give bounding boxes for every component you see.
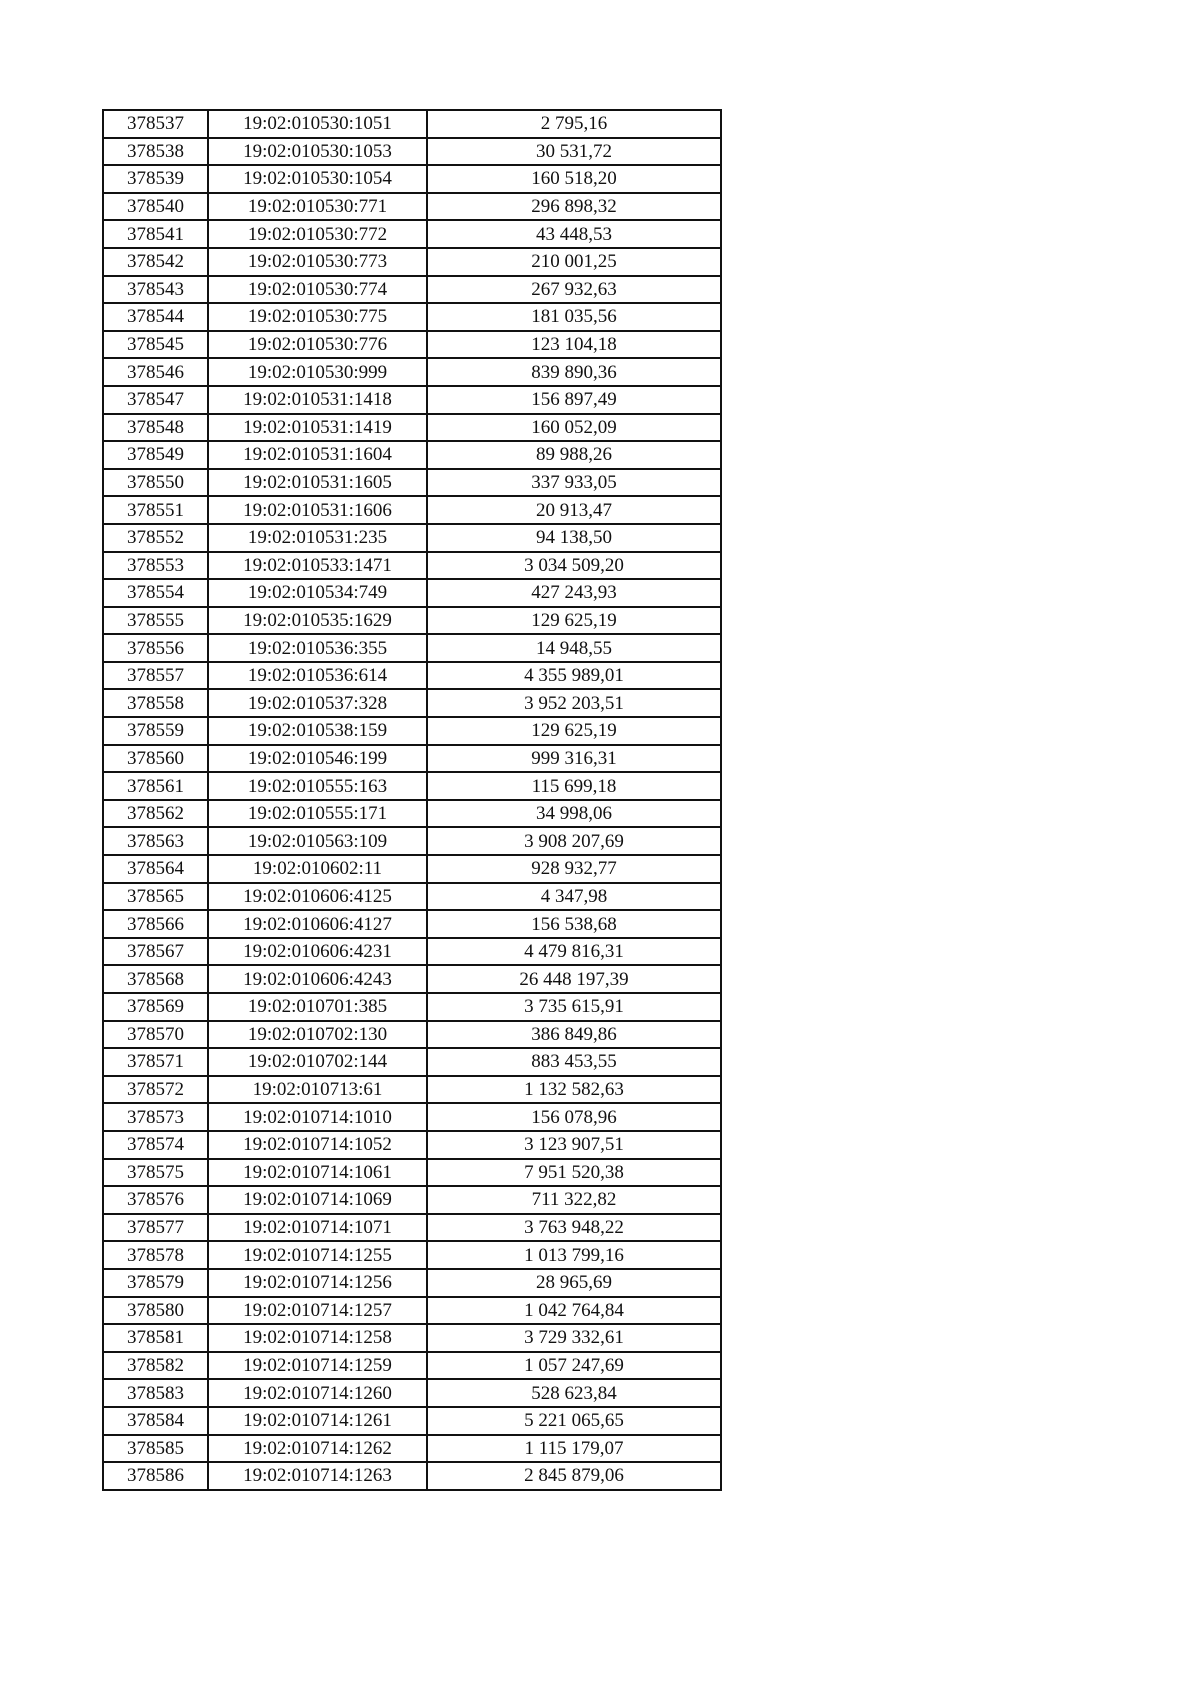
value-cell: 883 453,55 — [427, 1048, 721, 1076]
cadastral-value-table — [102, 109, 722, 1491]
value-cell: 123 104,18 — [427, 331, 721, 359]
value-cell: 1 132 582,63 — [427, 1076, 721, 1104]
value-cell: 115 699,18 — [427, 772, 721, 800]
table-row — [103, 745, 721, 773]
cadastral-number-cell: 19:02:010530:776 — [208, 331, 427, 359]
cadastral-number-cell: 19:02:010531:1419 — [208, 414, 427, 442]
value-cell: 4 479 816,31 — [427, 938, 721, 966]
cadastral-number-cell: 19:02:010606:4125 — [208, 883, 427, 911]
table-row — [103, 358, 721, 386]
cadastral-number-cell: 19:02:010531:235 — [208, 524, 427, 552]
table-row — [103, 800, 721, 828]
row-number-cell: 378550 — [103, 469, 208, 497]
value-cell: 1 013 799,16 — [427, 1241, 721, 1269]
row-number-cell: 378579 — [103, 1269, 208, 1297]
value-cell: 14 948,55 — [427, 634, 721, 662]
row-number-cell: 378542 — [103, 248, 208, 276]
table-row — [103, 634, 721, 662]
row-number-cell: 378583 — [103, 1379, 208, 1407]
row-number-cell: 378555 — [103, 607, 208, 635]
table-row — [103, 1186, 721, 1214]
table-row — [103, 855, 721, 883]
cadastral-number-cell: 19:02:010555:163 — [208, 772, 427, 800]
value-cell: 337 933,05 — [427, 469, 721, 497]
row-number-cell: 378574 — [103, 1131, 208, 1159]
row-number-cell: 378580 — [103, 1297, 208, 1325]
table-row — [103, 1103, 721, 1131]
value-cell: 1 115 179,07 — [427, 1435, 721, 1463]
table-row — [103, 717, 721, 745]
row-number-cell: 378562 — [103, 800, 208, 828]
table-row — [103, 1462, 721, 1490]
value-cell: 28 965,69 — [427, 1269, 721, 1297]
table-row — [103, 1352, 721, 1380]
value-cell: 34 998,06 — [427, 800, 721, 828]
value-cell: 296 898,32 — [427, 193, 721, 221]
table-row — [103, 303, 721, 331]
table-row — [103, 910, 721, 938]
row-number-cell: 378568 — [103, 965, 208, 993]
cadastral-number-cell: 19:02:010535:1629 — [208, 607, 427, 635]
cadastral-number-cell: 19:02:010714:1261 — [208, 1407, 427, 1435]
row-number-cell: 378549 — [103, 441, 208, 469]
value-cell: 94 138,50 — [427, 524, 721, 552]
cadastral-number-cell: 19:02:010602:11 — [208, 855, 427, 883]
row-number-cell: 378544 — [103, 303, 208, 331]
value-cell: 4 355 989,01 — [427, 662, 721, 690]
value-cell: 386 849,86 — [427, 1021, 721, 1049]
cadastral-number-cell: 19:02:010606:4243 — [208, 965, 427, 993]
cadastral-number-cell: 19:02:010530:1053 — [208, 138, 427, 166]
table-row — [103, 469, 721, 497]
row-number-cell: 378564 — [103, 855, 208, 883]
row-number-cell: 378576 — [103, 1186, 208, 1214]
value-cell: 3 729 332,61 — [427, 1324, 721, 1352]
value-cell: 999 316,31 — [427, 745, 721, 773]
cadastral-number-cell: 19:02:010531:1604 — [208, 441, 427, 469]
row-number-cell: 378571 — [103, 1048, 208, 1076]
row-number-cell: 378581 — [103, 1324, 208, 1352]
value-cell: 156 538,68 — [427, 910, 721, 938]
cadastral-number-cell: 19:02:010714:1010 — [208, 1103, 427, 1131]
row-number-cell: 378578 — [103, 1241, 208, 1269]
cadastral-number-cell: 19:02:010530:999 — [208, 358, 427, 386]
value-cell: 129 625,19 — [427, 607, 721, 635]
cadastral-number-cell: 19:02:010546:199 — [208, 745, 427, 773]
cadastral-number-cell: 19:02:010533:1471 — [208, 552, 427, 580]
cadastral-number-cell: 19:02:010530:775 — [208, 303, 427, 331]
value-cell: 156 897,49 — [427, 386, 721, 414]
table-row — [103, 1214, 721, 1242]
row-number-cell: 378557 — [103, 662, 208, 690]
table-row — [103, 386, 721, 414]
table-row — [103, 965, 721, 993]
row-number-cell: 378573 — [103, 1103, 208, 1131]
row-number-cell: 378546 — [103, 358, 208, 386]
value-cell: 1 042 764,84 — [427, 1297, 721, 1325]
cadastral-number-cell: 19:02:010714:1257 — [208, 1297, 427, 1325]
row-number-cell: 378554 — [103, 579, 208, 607]
table-row — [103, 1297, 721, 1325]
value-cell: 928 932,77 — [427, 855, 721, 883]
table-row — [103, 1076, 721, 1104]
cadastral-number-cell: 19:02:010530:773 — [208, 248, 427, 276]
table-row — [103, 524, 721, 552]
cadastral-number-cell: 19:02:010555:171 — [208, 800, 427, 828]
value-cell: 129 625,19 — [427, 717, 721, 745]
table-row — [103, 827, 721, 855]
row-number-cell: 378567 — [103, 938, 208, 966]
table-row — [103, 248, 721, 276]
table-row — [103, 1435, 721, 1463]
value-cell: 427 243,93 — [427, 579, 721, 607]
table-row — [103, 1131, 721, 1159]
cadastral-number-cell: 19:02:010536:614 — [208, 662, 427, 690]
row-number-cell: 378545 — [103, 331, 208, 359]
row-number-cell: 378541 — [103, 220, 208, 248]
row-number-cell: 378572 — [103, 1076, 208, 1104]
row-number-cell: 378537 — [103, 110, 208, 138]
cadastral-number-cell: 19:02:010530:1051 — [208, 110, 427, 138]
row-number-cell: 378585 — [103, 1435, 208, 1463]
value-cell: 26 448 197,39 — [427, 965, 721, 993]
cadastral-number-cell: 19:02:010714:1052 — [208, 1131, 427, 1159]
value-cell: 160 518,20 — [427, 165, 721, 193]
value-cell: 3 034 509,20 — [427, 552, 721, 580]
cadastral-number-cell: 19:02:010714:1260 — [208, 1379, 427, 1407]
cadastral-number-cell: 19:02:010530:771 — [208, 193, 427, 221]
cadastral-number-cell: 19:02:010530:1054 — [208, 165, 427, 193]
value-cell: 2 795,16 — [427, 110, 721, 138]
value-cell: 156 078,96 — [427, 1103, 721, 1131]
row-number-cell: 378577 — [103, 1214, 208, 1242]
row-number-cell: 378570 — [103, 1021, 208, 1049]
table-row — [103, 1241, 721, 1269]
table-row — [103, 110, 721, 138]
value-cell: 7 951 520,38 — [427, 1159, 721, 1187]
table-row — [103, 1407, 721, 1435]
table-body — [103, 110, 721, 1490]
row-number-cell: 378584 — [103, 1407, 208, 1435]
table-row — [103, 1269, 721, 1297]
row-number-cell: 378558 — [103, 689, 208, 717]
table-row — [103, 1048, 721, 1076]
value-cell: 3 123 907,51 — [427, 1131, 721, 1159]
cadastral-number-cell: 19:02:010531:1606 — [208, 496, 427, 524]
row-number-cell: 378566 — [103, 910, 208, 938]
row-number-cell: 378559 — [103, 717, 208, 745]
cadastral-number-cell: 19:02:010714:1258 — [208, 1324, 427, 1352]
table-row — [103, 938, 721, 966]
value-cell: 528 623,84 — [427, 1379, 721, 1407]
table-row — [103, 607, 721, 635]
cadastral-number-cell: 19:02:010714:1256 — [208, 1269, 427, 1297]
table-row — [103, 276, 721, 304]
value-cell: 89 988,26 — [427, 441, 721, 469]
cadastral-number-cell: 19:02:010714:1071 — [208, 1214, 427, 1242]
table-row — [103, 331, 721, 359]
cadastral-number-cell: 19:02:010531:1605 — [208, 469, 427, 497]
value-cell: 160 052,09 — [427, 414, 721, 442]
table-row — [103, 441, 721, 469]
value-cell: 839 890,36 — [427, 358, 721, 386]
value-cell: 1 057 247,69 — [427, 1352, 721, 1380]
row-number-cell: 378569 — [103, 993, 208, 1021]
value-cell: 3 908 207,69 — [427, 827, 721, 855]
row-number-cell: 378575 — [103, 1159, 208, 1187]
cadastral-number-cell: 19:02:010530:772 — [208, 220, 427, 248]
table-row — [103, 165, 721, 193]
table-row — [103, 1379, 721, 1407]
cadastral-number-cell: 19:02:010702:130 — [208, 1021, 427, 1049]
row-number-cell: 378561 — [103, 772, 208, 800]
row-number-cell: 378548 — [103, 414, 208, 442]
row-number-cell: 378539 — [103, 165, 208, 193]
cadastral-number-cell: 19:02:010714:1061 — [208, 1159, 427, 1187]
table-row — [103, 1324, 721, 1352]
row-number-cell: 378547 — [103, 386, 208, 414]
table-row — [103, 138, 721, 166]
cadastral-number-cell: 19:02:010714:1259 — [208, 1352, 427, 1380]
row-number-cell: 378553 — [103, 552, 208, 580]
value-cell: 267 932,63 — [427, 276, 721, 304]
cadastral-number-cell: 19:02:010530:774 — [208, 276, 427, 304]
row-number-cell: 378586 — [103, 1462, 208, 1490]
row-number-cell: 378543 — [103, 276, 208, 304]
table-row — [103, 220, 721, 248]
row-number-cell: 378538 — [103, 138, 208, 166]
value-cell: 4 347,98 — [427, 883, 721, 911]
table-row — [103, 1021, 721, 1049]
cadastral-number-cell: 19:02:010714:1069 — [208, 1186, 427, 1214]
table-row — [103, 1159, 721, 1187]
cadastral-number-cell: 19:02:010714:1263 — [208, 1462, 427, 1490]
row-number-cell: 378563 — [103, 827, 208, 855]
value-cell: 3 952 203,51 — [427, 689, 721, 717]
table-row — [103, 689, 721, 717]
table-row — [103, 552, 721, 580]
value-cell: 711 322,82 — [427, 1186, 721, 1214]
value-cell: 43 448,53 — [427, 220, 721, 248]
cadastral-number-cell: 19:02:010538:159 — [208, 717, 427, 745]
value-cell: 20 913,47 — [427, 496, 721, 524]
cadastral-number-cell: 19:02:010713:61 — [208, 1076, 427, 1104]
row-number-cell: 378582 — [103, 1352, 208, 1380]
cadastral-number-cell: 19:02:010536:355 — [208, 634, 427, 662]
table-row — [103, 579, 721, 607]
cadastral-number-cell: 19:02:010701:385 — [208, 993, 427, 1021]
value-cell: 181 035,56 — [427, 303, 721, 331]
value-cell: 30 531,72 — [427, 138, 721, 166]
table-row — [103, 772, 721, 800]
cadastral-number-cell: 19:02:010714:1255 — [208, 1241, 427, 1269]
table-row — [103, 883, 721, 911]
cadastral-number-cell: 19:02:010534:749 — [208, 579, 427, 607]
cadastral-number-cell: 19:02:010606:4231 — [208, 938, 427, 966]
row-number-cell: 378551 — [103, 496, 208, 524]
table-row — [103, 662, 721, 690]
cadastral-number-cell: 19:02:010537:328 — [208, 689, 427, 717]
cadastral-number-cell: 19:02:010563:109 — [208, 827, 427, 855]
table-row — [103, 993, 721, 1021]
cadastral-number-cell: 19:02:010714:1262 — [208, 1435, 427, 1463]
row-number-cell: 378565 — [103, 883, 208, 911]
row-number-cell: 378556 — [103, 634, 208, 662]
cadastral-number-cell: 19:02:010531:1418 — [208, 386, 427, 414]
row-number-cell: 378540 — [103, 193, 208, 221]
row-number-cell: 378560 — [103, 745, 208, 773]
table-row — [103, 414, 721, 442]
table-row — [103, 193, 721, 221]
value-cell: 5 221 065,65 — [427, 1407, 721, 1435]
value-cell: 3 735 615,91 — [427, 993, 721, 1021]
table-row — [103, 496, 721, 524]
value-cell: 210 001,25 — [427, 248, 721, 276]
cadastral-number-cell: 19:02:010702:144 — [208, 1048, 427, 1076]
cadastral-number-cell: 19:02:010606:4127 — [208, 910, 427, 938]
value-cell: 2 845 879,06 — [427, 1462, 721, 1490]
row-number-cell: 378552 — [103, 524, 208, 552]
value-cell: 3 763 948,22 — [427, 1214, 721, 1242]
